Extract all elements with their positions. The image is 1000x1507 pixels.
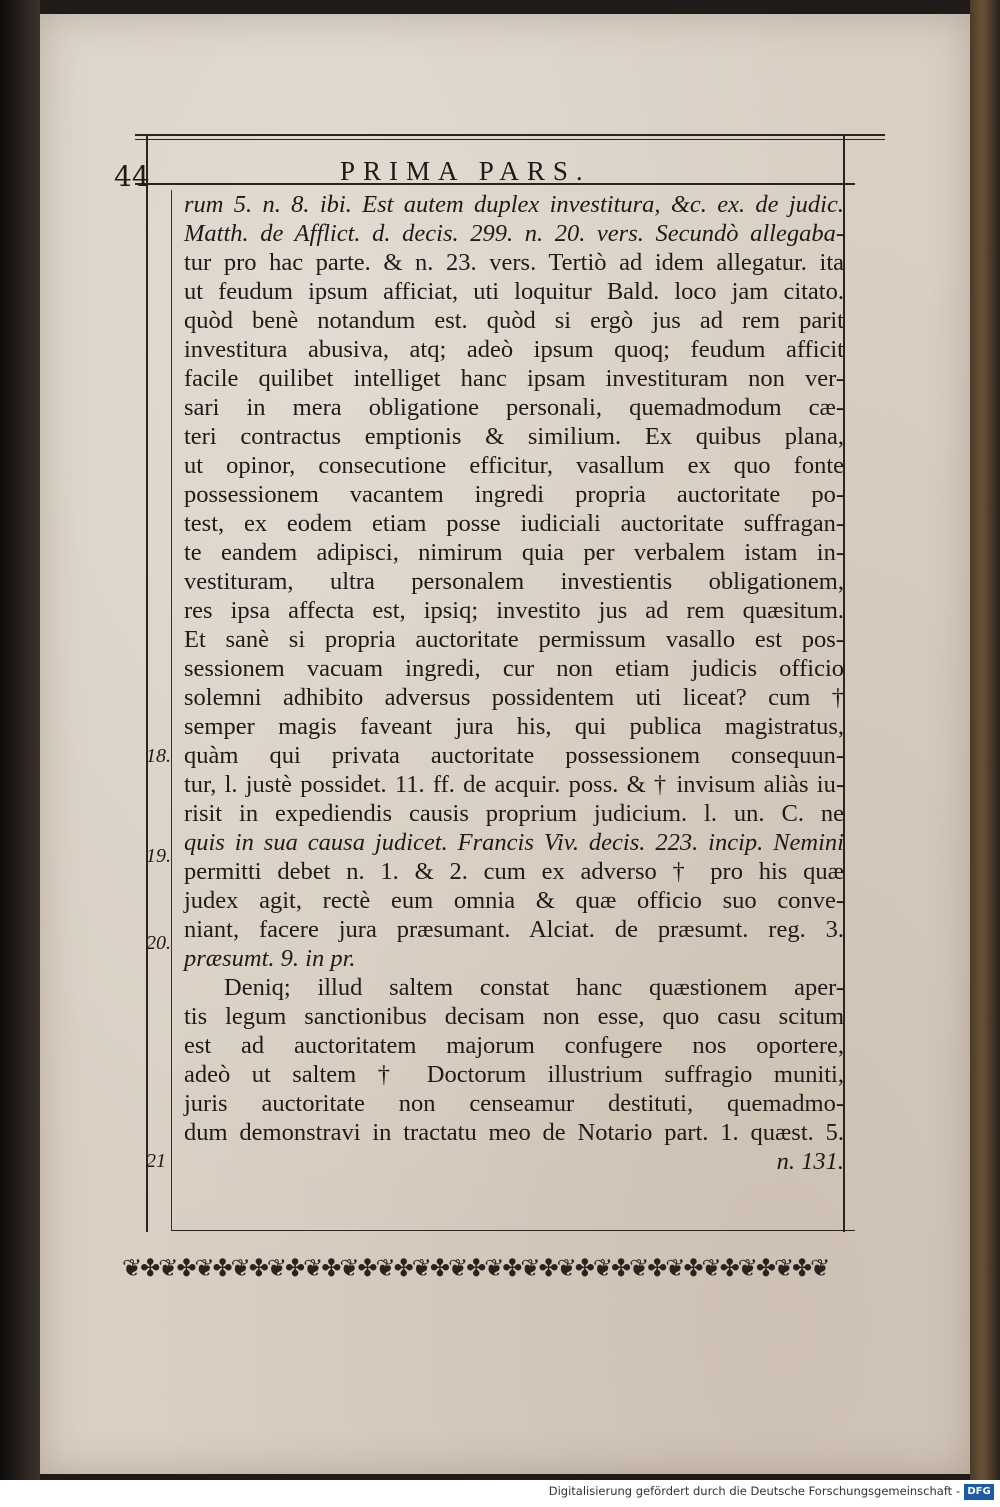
catchword: n. 131. xyxy=(776,1148,844,1175)
text-line: teri contractus emptionis & similium. Ex quibus plana, xyxy=(184,423,844,450)
text-line: vestituram, ultra personalem investientis obligationem, xyxy=(184,568,844,595)
text-line: niant, facere jura præsumant. Alciat. de præsumt. reg. 3. xyxy=(184,916,844,943)
text-line: ut feudum ipsum afficiat, uti loquitur Bald. loco jam citato. xyxy=(184,278,844,305)
text-line: solemni adhibito adversus possidentem uti liceat? cum † xyxy=(184,684,844,711)
text-line: dum demonstravi in tractatu meo de Notario part. 1. quæst. 5. xyxy=(184,1119,844,1146)
funding-notice: Digitalisierung gefördert durch die Deutsche Forschungsgemeinschaft - xyxy=(548,1484,960,1498)
marginal-number-18: 18. xyxy=(146,745,171,767)
text-line: te eandem adipisci, nimirum quia per verbalem istam in- xyxy=(184,539,844,566)
top-rule xyxy=(135,134,885,136)
marginal-number-20: 20. xyxy=(146,932,171,954)
paragraph-start: Deniq; illud saltem constat hanc quæstionem aper- xyxy=(224,974,844,1001)
text-line: quis in sua causa judicet. Francis Viv. decis. 223. incip. Nemini xyxy=(184,829,844,856)
text-line: adeò ut saltem † Doctorum illustrium suffragio muniti, xyxy=(184,1061,844,1088)
text-line: Et sanè si propria auctoritate permissum vasallo est pos- xyxy=(184,626,844,653)
text-line: res ipsa affecta est, ipsiq; investito jus ad rem quæsitum. xyxy=(184,597,844,624)
text-line: rum 5. n. 8. ibi. Est autem duplex investitura, &c. ex. de judic. xyxy=(184,191,844,218)
text-line: Matth. de Afflict. d. decis. 299. n. 20. vers. Secundò allegaba- xyxy=(184,220,844,247)
frame-left-rule xyxy=(146,136,148,1232)
running-head: PRIMA PARS. xyxy=(340,156,591,186)
text-line: sari in mera obligatione personali, quemadmodum cæ- xyxy=(184,394,844,421)
text-line: præsumt. 9. in pr. xyxy=(184,945,356,972)
text-line: juris auctoritate non censeamur destituti, quemadmo- xyxy=(184,1090,844,1117)
text-line: risit in expediendis causis proprium judicium. l. un. C. ne xyxy=(184,800,844,827)
text-line: judex agit, rectè eum omnia & quæ officio suo conve- xyxy=(184,887,844,914)
text-line: tur pro hac parte. & n. 23. vers. Tertiò ad idem allegatur. ita xyxy=(184,249,844,276)
text-line: quòd benè notandum est. quòd si ergò jus ad rem parit xyxy=(184,307,844,334)
text-line: possessionem vacantem ingredi propria auctoritate po- xyxy=(184,481,844,508)
text-line: est ad auctoritatem majorum confugere nos oportere, xyxy=(184,1032,844,1059)
text-line: facile quilibet intelliget hanc ipsam investituram non ver- xyxy=(184,365,844,392)
ornamental-border: ❦✤❦✤❦✤❦✤❦✤❦✤❦✤❦✤❦✤❦✤❦✤❦✤❦✤❦✤❦✤❦✤❦✤❦✤❦✤❦ xyxy=(122,1254,829,1282)
text-line: ut opinor, consecutione efficitur, vasallum ex quo fonte xyxy=(184,452,844,479)
text-line: investitura abusiva, atq; adeò ipsum quoq; feudum afficit xyxy=(184,336,844,363)
dfg-logo: DFG xyxy=(964,1484,994,1500)
book-spine-edge xyxy=(970,0,1000,1480)
top-rule-thin xyxy=(135,139,885,140)
text-line: sessionem vacuam ingredi, cur non etiam judicis officio xyxy=(184,655,844,682)
body-text xyxy=(184,190,844,1176)
scan-edge-left xyxy=(0,0,40,1480)
text-line: permitti debet n. 1. & 2. cum ex adverso † pro his quæ xyxy=(184,858,844,885)
marginal-number-19: 19. xyxy=(146,845,171,867)
marginal-number-21: 21 xyxy=(146,1150,166,1172)
text-line: tis legum sanctionibus decisam non esse, quo casu scitum xyxy=(184,1003,844,1030)
text-line: quàm qui privata auctoritate possessionem consequun- xyxy=(184,742,844,769)
text-line: tur, l. justè possidet. 11. ff. de acquir. poss. & † invisum aliàs iu- xyxy=(184,771,844,798)
text-line: semper magis faveant jura his, qui publica magistratus, xyxy=(184,713,844,740)
text-line: test, ex eodem etiam posse iudiciali auctoritate suffragan- xyxy=(184,510,844,537)
page-number: 44 xyxy=(114,160,150,193)
text-margin-rule xyxy=(171,190,172,1230)
bottom-rule xyxy=(171,1230,855,1231)
